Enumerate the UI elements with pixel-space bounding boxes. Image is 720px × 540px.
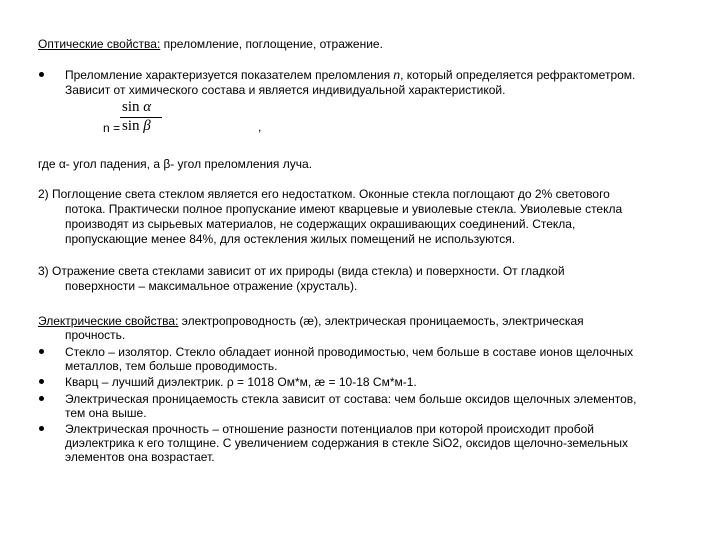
formula-lhs: n =	[103, 121, 121, 135]
refraction-line-2: Зависит от химического состава и является индивидуальной характеристикой.	[65, 83, 506, 97]
formula-den-sin: sin	[122, 118, 140, 134]
electrical-bullet-4-line-2: диэлектрика к его толщине. С увеличением содержания в стекле SiO2, оксидов щелочно-земельных	[65, 436, 629, 450]
optical-heading-line	[38, 37, 383, 51]
bullet-icon	[39, 349, 44, 354]
electrical-bullet-4-line-3: элементов она возрастает.	[65, 450, 215, 464]
where-line: где α- угол падения, а β- угол преломления луча.	[38, 157, 313, 171]
bullet-icon	[39, 396, 44, 401]
optical-heading: Оптические свойства:	[38, 37, 161, 51]
formula-comma: ,	[258, 120, 262, 134]
refraction-text-b: , который определяется рефрактометром.	[400, 68, 636, 82]
formula-beta: β	[143, 118, 151, 134]
bullet-icon	[39, 426, 44, 431]
optical-heading-rest: преломление, поглощение, отражение.	[160, 37, 383, 51]
formula-num-sin: sin	[122, 99, 140, 115]
electrical-bullet-1-line-1: Стекло – изолятор. Стекло обладает ионной проводимостью, чем больше в составе ионов щелочных	[65, 345, 634, 359]
absorption-line-2: потока. Практически полное пропускание имеют кварцевые и увиолевые стекла. Увиолевые стекла	[65, 202, 623, 216]
electrical-bullet-2-line-1: Кварц – лучший диэлектрик. ρ = 1018 Ом*м, ӕ = 10-18 См*м-1.	[65, 375, 417, 389]
electrical-heading-rest: электропроводность (ӕ), электрическая проницаемость, электрическая	[178, 314, 584, 328]
absorption-line-1: 2) Поглощение света стеклом является его недостатком. Оконные стекла поглощают до 2% светового	[38, 187, 610, 201]
bullet-icon	[39, 72, 44, 77]
electrical-bullet-4-line-1: Электрическая прочность – отношение разности потенциалов при которой происходит пробой	[65, 422, 594, 436]
formula-numerator	[122, 98, 151, 116]
electrical-bullet-1-line-2: металлов, тем больше проводимость.	[65, 359, 278, 373]
electrical-heading: Электрические свойства:	[38, 314, 179, 328]
formula-alpha: α	[143, 99, 152, 115]
absorption-line-4: пропускающие менее 84%, для остекления жилых помещений не используются.	[65, 232, 516, 246]
formula-denominator	[122, 117, 151, 135]
electrical-bullet-3-line-1: Электрическая проницаемость стекла зависит от состава: чем больше оксидов щелочных элементов,	[65, 392, 637, 406]
refraction-line-1	[65, 68, 635, 82]
bullet-icon	[39, 379, 44, 384]
electrical-heading-line-2: прочность.	[65, 328, 126, 342]
electrical-bullet-3-line-2: тем она выше.	[65, 406, 147, 420]
reflection-line-2: поверхности – максимальное отражение (хрусталь).	[65, 279, 358, 293]
absorption-line-3: производят из сырьевых материалов, не содержащих окрашивающих соединений. Стекла,	[65, 217, 576, 231]
electrical-heading-line	[38, 314, 584, 328]
refraction-n: n	[393, 68, 401, 82]
refraction-text-a: Преломление характеризуется показателем преломления	[65, 68, 394, 82]
reflection-line-1: 3) Отражение света стеклами зависит от их природы (вида стекла) и поверхности. От гладкой	[38, 264, 565, 278]
